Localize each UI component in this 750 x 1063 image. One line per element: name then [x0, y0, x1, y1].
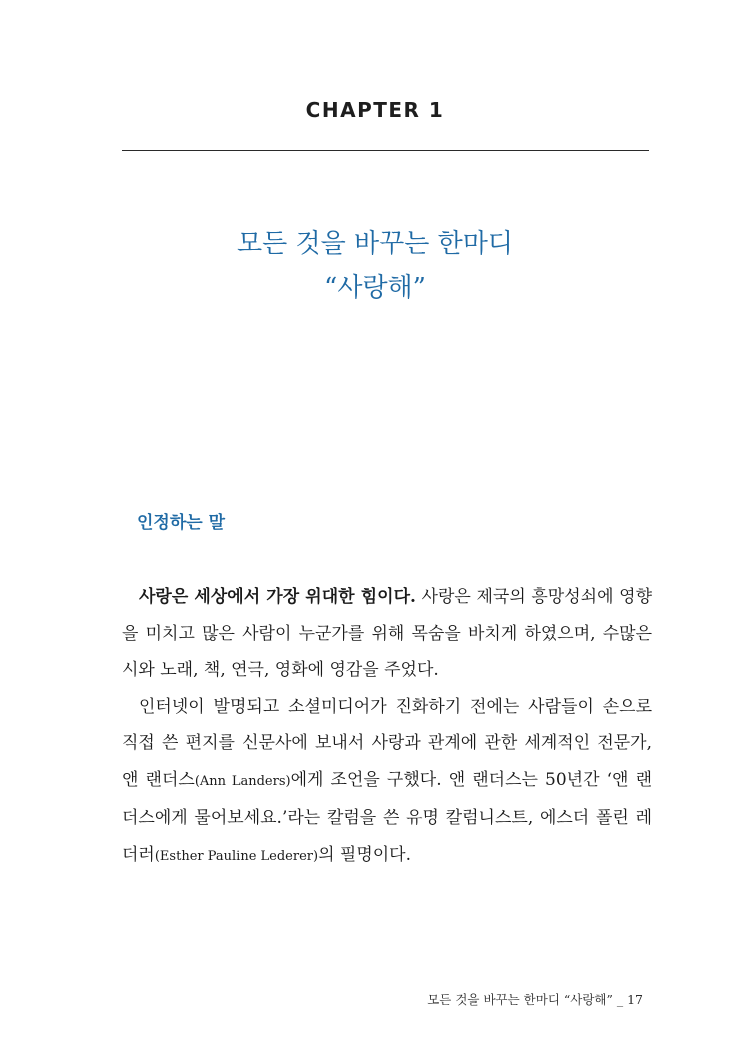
page-number: 17 [627, 992, 643, 1007]
paragraph-1-text: 사랑은 제국의 흥망성쇠에 영향을 미치고 많은 사람이 누군가를 위해 목숨을 바치게 하였으며, 수많은 시와 노래, 책, 연극, 영화에 영감을 주었다. [122, 587, 652, 680]
paragraph-2-text-2: 에게 조언을 구했다. 앤 랜더스는 50년간 ‘앤 랜더스에게 물어보세요.’라는 칼럼을 쓴 유명 칼럼니스트, 에스더 폴린 레더러 [122, 769, 652, 865]
paragraph-2-name-1: (Ann Landers) [194, 773, 291, 789]
chapter-divider [122, 150, 649, 151]
chapter-title-line-2: “사랑해” [324, 273, 426, 303]
chapter-title [0, 222, 750, 310]
paragraph-1-lead: 사랑은 세상에서 가장 위대한 힘이다. [139, 587, 416, 607]
running-title: 모든 것을 바꾸는 한마디 “사랑해” [427, 992, 613, 1007]
paragraph-2-name-2: (Esther Pauline Lederer) [154, 848, 319, 864]
chapter-title-line-1: 모든 것을 바꾸는 한마디 [237, 229, 513, 259]
section-heading: 인정하는 말 [137, 513, 226, 533]
paragraph-2 [122, 689, 652, 876]
body-text [122, 579, 652, 875]
paragraph-2-text-1: 인터넷이 발명되고 소셜미디어가 진화하기 전에는 사람들이 손으로 직접 쓴 편지를 신문사에 보내서 사랑과 관계에 관한 세계적인 전문가, 앤 랜더스 [122, 696, 652, 790]
footer-separator: _ [612, 992, 628, 1007]
paragraph-1 [122, 579, 652, 689]
paragraph-2-text-3: 의 필명이다. [318, 844, 411, 865]
chapter-label: CHAPTER 1 [305, 98, 445, 122]
page-footer [427, 990, 643, 1008]
